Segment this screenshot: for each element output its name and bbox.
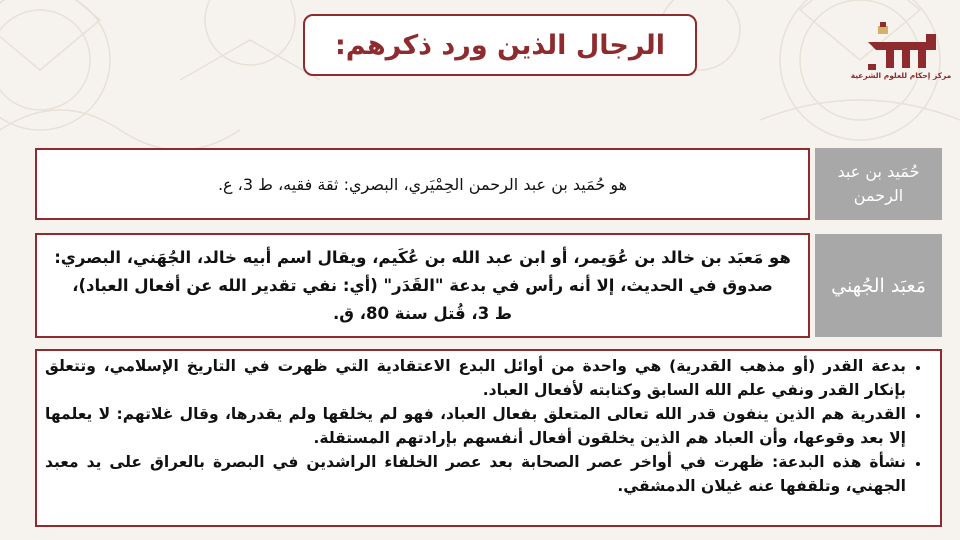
logo-subtitle: مركز إحكام للعلوم الشرعية <box>850 71 952 80</box>
note-item: • نشأة هذه البدعة: ظهرت في أواخر عصر الصحابة بعد عصر الخلفاء الراشدين في البصرة بالعراق على يد معبد الجهني، وتلقفها عنه غيلان الدمشقي. <box>45 450 906 498</box>
person-name: حُمَيد بن عبد الرحمن <box>837 162 920 205</box>
person-description-box <box>35 233 810 338</box>
note-item: • بدعة القدر (أو مذهب القدرية) هي واحدة من أوائل البدع الاعتقادية التي ظهرت في التاريخ الإسلامي، وتتعلق بإنكار القدر ونفي علم الله السابق وكتابته لأفعال العباد. <box>45 354 906 402</box>
person-description-box <box>35 148 810 220</box>
notes-list <box>45 354 928 498</box>
notes-box <box>35 349 942 527</box>
person-description-line: هو مَعبَد بن خالد بن عُوَيمر، أو ابن عبد الله بن عُكَيم، ويقال اسم أبيه خالد، الجُهَني، البصري: <box>54 247 791 267</box>
person-description-line: ط 3، قُتل سنة 80، ق. <box>332 303 513 323</box>
person-description: هو حُمَيد بن عبد الرحمن الحِمْيَري، البصري: ثقة فقيه، ط 3، ع. <box>217 174 628 194</box>
person-description-line: صدوق في الحديث، إلا أنه رأس في بدعة "القَدَر" (أي: نفي تقدير الله عن أفعال العباد)، <box>72 275 773 295</box>
ehkam-logo <box>862 20 942 92</box>
person-name-cell <box>815 234 942 337</box>
person-name-cell <box>815 148 942 220</box>
note-item: • القدرية هم الذين ينفون قدر الله تعالى المتعلق بفعال العباد، فهو لم يخلقها ولم يقدرها، وقال غلاتهم: لا يعلمها إلا بعد وقوعها، وأن العباد هم الذين يخلقون أفعال أنفسهم بإرادتهم المستقلة. <box>45 402 906 450</box>
person-name: مَعبَد الجُهني <box>831 274 926 297</box>
slide-title: الرجال الذين ورد ذكرهم: <box>334 29 666 61</box>
slide-title-box <box>303 14 697 76</box>
